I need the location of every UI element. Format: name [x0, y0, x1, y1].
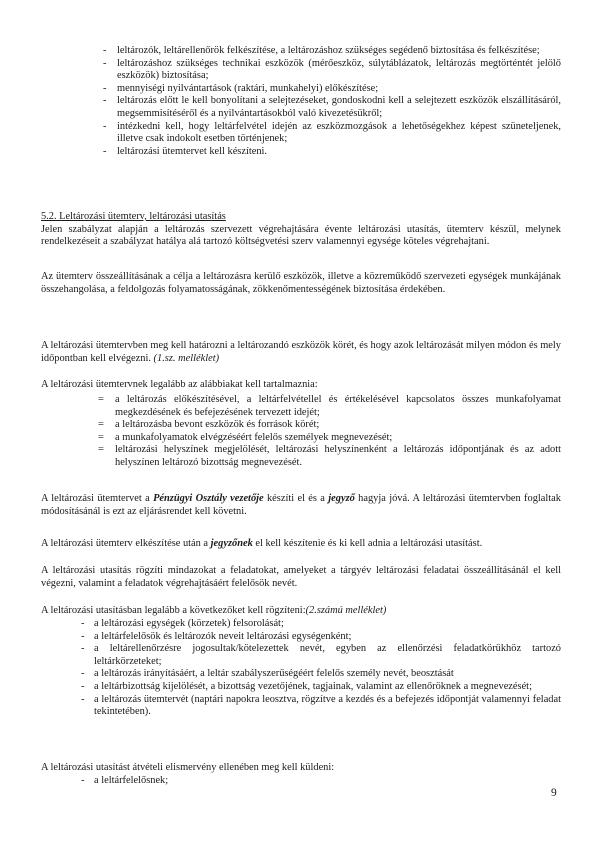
- responsible-role: jegyző: [328, 493, 355, 504]
- recipient-list: [81, 775, 561, 788]
- paragraph: A leltározási utasításban legalább a következőket kell rögzíteni:(2.számú melléklet): [41, 605, 387, 616]
- paragraph: A leltározási ütemterv elkészítése után a jegyzőnek el kell készítenie és ki kell adnia a leltározási utasítást.: [41, 538, 483, 549]
- list-item: - mennyiségi nyilvántartások (raktári, munkahelyi) előkészítése;: [103, 82, 379, 94]
- list-item: - a leltárfelelősök és leltározók neveit leltározási egységenként;: [81, 630, 352, 642]
- page-number: 9: [551, 787, 557, 799]
- paragraph: A leltározási ütemtervet a Pénzügyi Osztály vezetője készíti el és a jegyző hagyja jóvá. A leltározási ütemtervben foglaltak módosításánál is ezt az eljárásrendet kell követni.: [41, 493, 561, 517]
- section-5-2: [41, 211, 561, 249]
- list-item: - a leltárbizottság kijelölését, a bizottság vezetőjének, tagjainak, valamint az ellenőröknek a megnevezését;: [81, 680, 532, 692]
- annex-reference: (2.számú melléklet): [305, 605, 387, 616]
- list-item: - a leltározás ütemtervét (naptári napokra leosztva, rögzítve a kezdés és a befejezés időpontját valamennyi feladat tekintetében).: [81, 693, 561, 718]
- top-bullet-list: [103, 45, 561, 158]
- instruction-content-list: [81, 618, 561, 719]
- list-item: - intézkedni kell, hogy leltárfelvétel idején az eszközmozgások a lehetőségekhez képest szüneteljenek, illetve csak indokolt esetben történjenek;: [103, 120, 561, 145]
- list-item: - a leltározási egységek (körzetek) felsorolását;: [81, 618, 284, 629]
- schedule-content-list: [98, 394, 561, 470]
- list-item: = a leltározásba bevont eszközök és források körét;: [98, 419, 320, 431]
- list-item: - a leltárfelelősnek;: [81, 775, 169, 786]
- annex-reference: (1.sz. melléklet): [153, 352, 220, 364]
- list-item: - leltározók, leltárellenőrök felkészítése, a leltározáshoz szükséges segédenő biztosítása és felkészítése;: [103, 45, 540, 56]
- responsible-role: jegyzőnek: [210, 538, 253, 549]
- section-heading: 5.2. Leltározási ütemterv, leltározási utasítás: [41, 211, 226, 222]
- list-item: - a leltározás irányításáért, a leltár szabályszerűségéért felelős személy nevét, beosztását: [81, 668, 454, 680]
- paragraph: Az ütemterv összeállításának a célja a leltározásra kerülő eszközök, illetve a közreműködő szervezeti egységek munkájának összehangolása, a feldolgozás folyamatosságának, zökkenőmentességének biztosítása érdekében.: [41, 271, 561, 295]
- list-item: = a leltározás előkészítésével, a leltárfelvétellel és értékelésével kapcsolatos összes munkafolyamat megkezdésének és befejezésének tervezett idejét;: [98, 394, 561, 418]
- paragraph: A leltározási utasítás rögzíti mindazokat a feladatokat, amelyeket a tárgyév leltározási feladatai összeállításánál el kell végezni, valamint a feladatok végrehajtásáért felelősök nevét.: [41, 565, 561, 589]
- paragraph: A leltározási ütemtervnek legalább az alábbiakat kell tartalmaznia:: [41, 379, 318, 390]
- list-item: - leltározás előtt le kell bonyolítani a selejtezéseket, gondoskodni kell a selejtezett eszközök elszállításáról, megsemmisítéséről és a nyilvántartásokból való kivezetésükről;: [103, 95, 561, 119]
- list-item: = a munkafolyamatok elvégzéséért felelős személyek megnevezését;: [98, 431, 393, 443]
- paragraph: A leltározási ütemtervben meg kell határozni a leltározandó eszközök körét, és hogy azok leltározását milyen módon és mely időpontban kell elvégezni. (1.sz. melléklet): [41, 340, 561, 364]
- list-item: = leltározási helyszínek megjelölését, leltározási helyszínenként a leltározás időpontjának és az adott helyszínen leltározó bizottság megnevezését.: [98, 444, 561, 468]
- paragraph: A leltározási utasítást átvételi elismervény ellenében meg kell küldeni:: [41, 762, 335, 773]
- responsible-role: Pénzügyi Osztály vezetője: [153, 493, 264, 504]
- list-item: - leltározási ütemtervet kell készíteni.: [103, 145, 268, 157]
- list-item: - a leltárellenőrzésre jogosultak/kötelezettek nevét, egyben az ellenőrzési feladatkörükhöz tartozó leltárkörzeteket;: [81, 643, 561, 667]
- list-item: - leltározáshoz szükséges technikai eszközök (mérőeszköz, súlytáblázatok, leltározás megtörténtét jelölő eszközök) biztosítása;: [103, 57, 561, 82]
- paragraph: Jelen szabályzat alapján a leltározás szervezett végrehajtására évente leltározási utasítás, ütemterv készül, melynek rendelkezéseit a szabályzat hatálya alá tartozó költségvetési szerv valamennyi egysége köteles végrehajtani.: [41, 223, 561, 248]
